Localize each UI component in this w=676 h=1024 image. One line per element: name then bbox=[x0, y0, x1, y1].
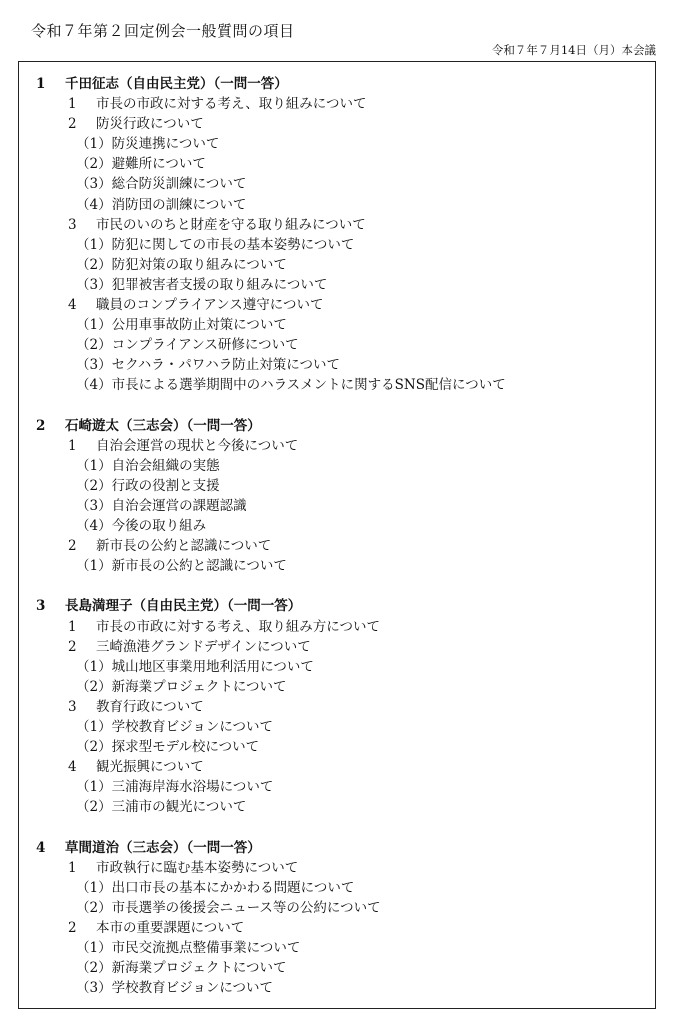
document-title: 令和７年第２回定例会一般質問の項目 bbox=[31, 22, 295, 40]
item-number: 1 bbox=[68, 96, 77, 113]
item-text: 市民のいのちと財産を守る取り組みについて bbox=[96, 216, 366, 233]
item-text: 防災行政について bbox=[96, 116, 204, 133]
sub-item: （1）市民交流拠点整備事業について bbox=[76, 940, 301, 957]
sub-item: （1）城山地区事業用地利活用について bbox=[76, 658, 314, 675]
item-text: 教育行政について bbox=[96, 698, 204, 715]
question-list bbox=[36, 74, 646, 998]
session-date: 令和７年７月14日（月）本会議 bbox=[491, 43, 656, 57]
question-item bbox=[36, 94, 646, 114]
item-text: 職員のコンプライアンス遵守について bbox=[96, 297, 324, 314]
question-item bbox=[36, 114, 646, 134]
questioner-number: 4 bbox=[36, 839, 46, 856]
sub-item: （2）三浦市の観光について bbox=[76, 799, 247, 816]
sub-item: （2）新海業プロジェクトについて bbox=[76, 678, 287, 695]
question-item bbox=[36, 697, 646, 717]
section-spacer bbox=[36, 396, 646, 416]
sub-item: （3）学校教育ビジョンについて bbox=[76, 980, 274, 997]
sub-item: （4）消防団の訓練について bbox=[76, 196, 247, 213]
item-number: 2 bbox=[68, 116, 77, 133]
item-text: 三崎漁港グランドデザインについて bbox=[96, 638, 311, 655]
item-text: 観光振興について bbox=[96, 759, 204, 776]
sub-item: （2）防犯対策の取り組みについて bbox=[76, 256, 287, 273]
sub-item: （1）自治会組織の実態 bbox=[76, 457, 220, 474]
sub-item: （1）三浦海岸海水浴場について bbox=[76, 779, 274, 796]
item-number: 3 bbox=[68, 698, 77, 715]
sub-item: （2）避難所について bbox=[76, 156, 206, 173]
questioner-heading bbox=[36, 74, 646, 94]
questioner-number: 1 bbox=[36, 76, 46, 92]
sub-item: （1）公用車事故防止対策について bbox=[76, 317, 287, 334]
questioner-heading bbox=[36, 838, 646, 858]
item-number: 1 bbox=[68, 618, 77, 635]
question-item bbox=[36, 436, 646, 456]
sub-item: （2）行政の役割と支援 bbox=[76, 477, 220, 494]
sub-item: （2）探求型モデル校について bbox=[76, 739, 260, 756]
questioner-number: 3 bbox=[36, 598, 46, 615]
item-text: 市長の市政に対する考え、取り組みについて bbox=[96, 96, 367, 113]
questioner-name: 石崎遊太（三志会）（一問一答） bbox=[65, 417, 261, 434]
sub-item: （1）防災連携について bbox=[76, 136, 220, 153]
sub-item: （1）出口市長の基本にかかわる問題について bbox=[76, 879, 355, 896]
sub-item: （1）新市長の公約と認識について bbox=[76, 558, 287, 575]
item-number: 4 bbox=[68, 759, 77, 776]
sub-item: （3）自治会運営の課題認識 bbox=[76, 497, 247, 514]
section-spacer bbox=[36, 576, 646, 596]
question-item bbox=[36, 215, 646, 235]
sub-item: （3）総合防災訓練について bbox=[76, 176, 247, 193]
item-number: 1 bbox=[68, 437, 77, 454]
item-text: 新市長の公約と認識について bbox=[96, 538, 272, 555]
question-item bbox=[36, 617, 646, 637]
item-text: 市長の市政に対する考え、取り組み方について bbox=[96, 618, 381, 635]
sub-item: （2）コンプライアンス研修について bbox=[76, 337, 299, 354]
sub-item: （2）新海業プロジェクトについて bbox=[76, 960, 287, 977]
item-number: 4 bbox=[68, 297, 77, 314]
sub-item: （1）防犯に関しての市長の基本姿勢について bbox=[76, 236, 355, 253]
item-number: 2 bbox=[68, 919, 77, 936]
item-text: 自治会運営の現状と今後について bbox=[96, 437, 299, 454]
sub-item: （2）市長選挙の後援会ニュース等の公約について bbox=[76, 899, 381, 916]
sub-item: （4）市長による選挙期間中のハラスメントに関するSNS配信について bbox=[76, 377, 506, 394]
questioner-name: 長島満理子（自由民主党）（一問一答） bbox=[65, 598, 302, 615]
question-item bbox=[36, 918, 646, 938]
sub-item: （1）学校教育ビジョンについて bbox=[76, 719, 274, 735]
item-number: 2 bbox=[68, 538, 77, 555]
questioner-name: 草間道治（三志会）（一問一答） bbox=[65, 839, 261, 856]
sub-item: （4）今後の取り組み bbox=[76, 518, 207, 535]
questioner-heading bbox=[36, 416, 646, 436]
question-item bbox=[36, 858, 646, 878]
question-item bbox=[36, 536, 646, 556]
item-number: 2 bbox=[68, 638, 77, 655]
section-spacer bbox=[36, 817, 646, 837]
item-number: 1 bbox=[68, 859, 77, 876]
item-text: 市政執行に臨む基本姿勢について bbox=[96, 859, 299, 876]
sub-item: （3）犯罪被害者支援の取り組みについて bbox=[76, 276, 328, 293]
item-number: 3 bbox=[68, 216, 77, 233]
question-item bbox=[36, 757, 646, 777]
item-text: 本市の重要課題について bbox=[96, 919, 245, 936]
question-item bbox=[36, 637, 646, 657]
question-item bbox=[36, 295, 646, 315]
sub-item: （3）セクハラ・パワハラ防止対策について bbox=[76, 357, 341, 374]
questioner-name: 千田征志（自由民主党）（一問一答） bbox=[65, 76, 288, 92]
questioner-heading bbox=[36, 596, 646, 616]
questioner-number: 2 bbox=[36, 417, 46, 434]
